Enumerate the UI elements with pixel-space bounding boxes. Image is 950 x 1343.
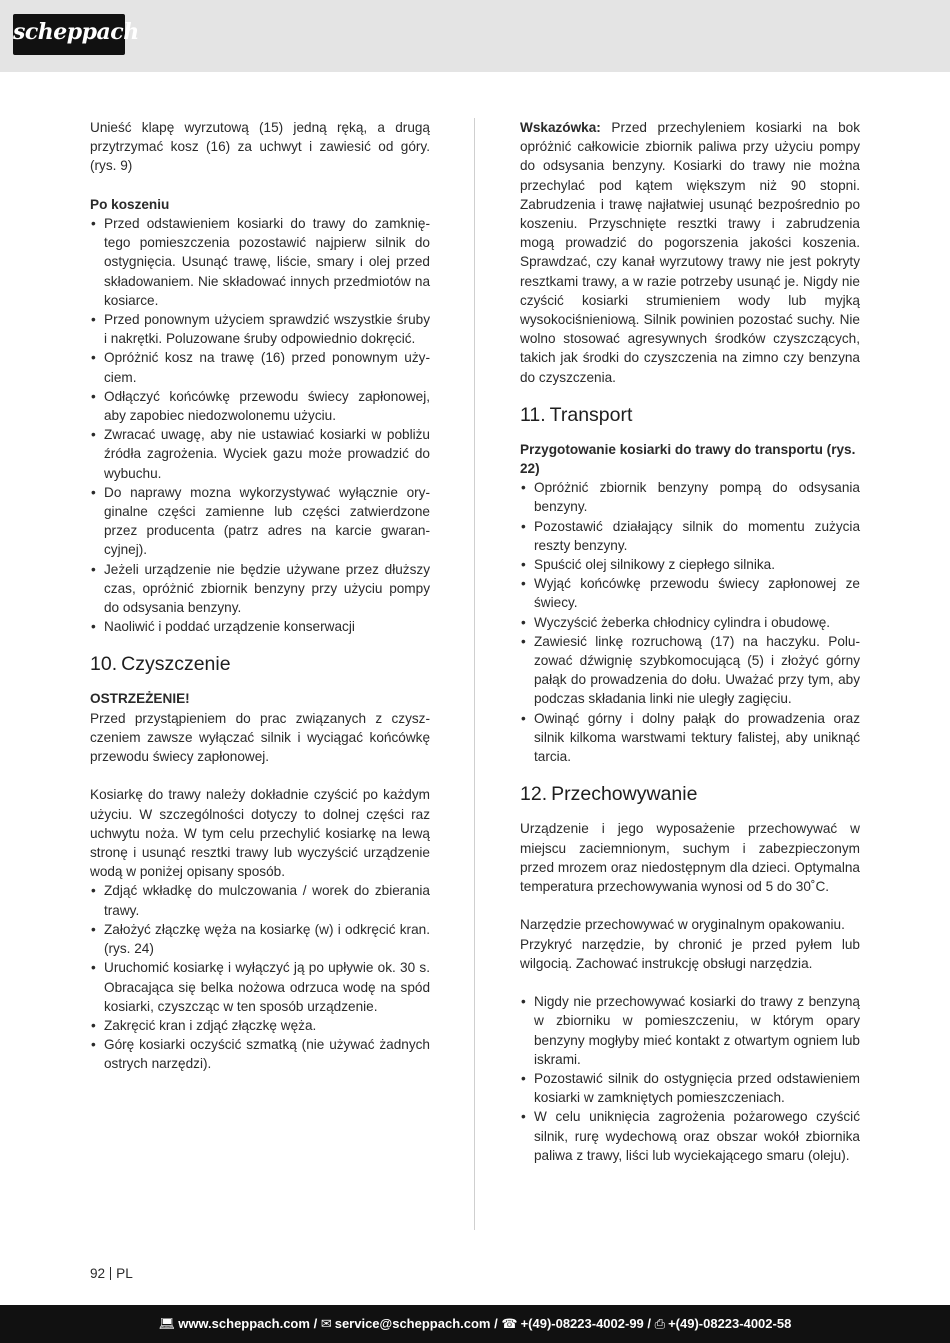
list-item: • Naoliwić i poddać urządzenie konserwacji	[90, 617, 430, 636]
list-item: • Zakręcić kran i zdjąć złączkę węża.	[90, 1016, 430, 1035]
right-column	[520, 118, 860, 1165]
header-bar	[0, 0, 950, 72]
section-title-text: Transport	[549, 403, 633, 426]
list-item: • Zdjąć wkładkę do mulczowania / worek do zbierania trawy.	[90, 881, 430, 919]
list-item: • Pozostawić działający silnik do momentu zużycia reszty benzyny.	[520, 517, 860, 555]
list-item: • Odłączyć końcówkę przewodu świecy zapłonowej, aby zapobiec niedozwolonemu użyciu.	[90, 387, 430, 425]
fax-number: +(49)-08223-4002-58	[668, 1316, 792, 1331]
logo-text: scheppach	[13, 19, 139, 45]
list-item: • W celu uniknięcia zagrożenia pożarowego czyścić silnik, rurę wydechową oraz obszar wokół zbiornika paliwa z trawy, liści lub wyciekającego smaru (oleju).	[520, 1107, 860, 1165]
note-text: Przed przechyleniem kosiarki na bok opróżnić całkowicie zbiornik paliwa przy użyciu pompy do odsysania benzyny. Kosiarki do trawy nie można przechylać pod kątem większym niż 90 stopni. Zabrudzenia i trawę najłatwiej usunąć bezpośrednio po koszeniu. Przyschnięte resztki trawy i zabrudzenia mogą prowadzić do pogorszenia jakości koszenia. Sprawdzać, czy kanał wyrzutowy trawy nie jest pokryty resztkami trawy, a w razie potrzeby usunąć je. Nigdy nie czyścić kosiarki strumieniem wody lub myjką wysokociśnieniową. Silnik powinien pozostać suchy. Nie wolno stosować agresywnych środków czyszczących, takich jak środki do czyszczenia na zimno czy benzyna do czyszczenia.	[520, 120, 860, 385]
warning-label: OSTRZEŻENIE!	[90, 691, 190, 707]
note-label: Wskazówka:	[520, 120, 601, 135]
after-mowing-list	[90, 214, 430, 636]
fax-icon: ⎙	[654, 1316, 666, 1331]
warning-text: Przed przystąpieniem do prac związanych z czyszczeniem zawsze wyłączać silnik i wyciągać końcówkę przewodu świecy zapłonowej.	[90, 710, 430, 765]
after-mowing-heading: Po koszeniu	[90, 196, 170, 212]
section-number: 11.	[520, 403, 546, 426]
phone-icon: ☎︎	[501, 1316, 518, 1331]
transport-list	[520, 478, 860, 766]
page-separator	[110, 1267, 111, 1280]
section-12-title	[520, 782, 860, 806]
list-item: • Górę kosiarki oczyścić szmatką (nie używać żadnych ostrych narzędzi).	[90, 1035, 430, 1073]
footer-bar	[0, 1305, 950, 1343]
footer-contact	[0, 1315, 950, 1333]
intro-paragraph: Unieść klapę wyrzutową (15) jedną ręką, a drugą przytrzymać kosz (16) za uchwyt i zawiesić od góry. (rys. 9)	[90, 120, 430, 174]
footer-separator: /	[494, 1316, 498, 1331]
cleaning-list	[90, 881, 430, 1073]
left-column	[90, 118, 430, 1074]
list-item: • Jeżeli urządzenie nie będzie używane przez dłuższy czas, opróżnić zbiornik benzyny przy użyciu pompy do odsysania benzyny.	[90, 560, 430, 618]
list-item: • Owinąć górny i dolny pałąk do prowadzenia oraz silnik kilkoma warstwami tektury falistej, aby uniknąć tarcia.	[520, 709, 860, 767]
footer-separator: /	[647, 1316, 652, 1331]
list-item: • Zawiesić linkę rozruchową (17) na haczyku. Poluzować dźwignię szybkomocującą (5) i złożyć górny pałąk do prowadzenia do dołu. Uważać przy tym, aby podczas składania linki nie uległy zagięciu.	[520, 632, 860, 709]
note-paragraph	[520, 118, 860, 387]
column-divider	[474, 118, 475, 1230]
list-item: • Zwracać uwagę, aby nie ustawiać kosiarki w pobliżu źródła zagrożenia. Wyciek gazu może prowadzić do wybuchu.	[90, 425, 430, 483]
storage-paragraph-2: Narzędzie przechowywać w oryginalnym opakowaniu.	[520, 917, 845, 933]
page-number	[90, 1264, 133, 1283]
transport-subheading: Przygotowanie kosiarki do trawy do transportu (rys. 22)	[520, 441, 856, 477]
section-title-text: Czyszczenie	[121, 653, 231, 676]
section-11-title	[520, 403, 860, 427]
footer-separator: /	[313, 1316, 318, 1331]
section-title-text: Przechowywanie	[551, 783, 698, 806]
section-number: 10.	[90, 653, 118, 676]
list-item: • Uruchomić kosiarkę i wyłączyć ją po upływie ok. 30 s. Obracająca się belka nożowa odrzuca wodę na spód kosiarki, czyszcząc w ten sposób urządzenie.	[90, 958, 430, 1016]
list-item: • Spuścić olej silnikowy z ciepłego silnika.	[520, 555, 860, 574]
list-item: • Założyć złączkę węża na kosiarkę (w) i odkręcić kran. (rys. 24)	[90, 920, 430, 958]
mail-icon: ✉︎	[320, 1316, 332, 1331]
page-number-value: 92	[90, 1266, 106, 1281]
list-item: • Opróżnić kosz na trawę (16) przed ponownym użyciem.	[90, 348, 430, 386]
section-10-title	[90, 652, 430, 676]
storage-list	[520, 992, 860, 1165]
phone-number: +(49)-08223-4002-99	[520, 1316, 644, 1331]
cleaning-paragraph: Kosiarkę do trawy należy dokładnie czyścić po każdym użyciu. W szczególności dotyczy to dolnej części raz uchwytu noża. W tym celu przechylić kosiarkę na lewą stronę i usunąć resztki trawy lub wyczyścić urządzenie wodą w poniżej opisany sposób.	[90, 787, 430, 880]
page-language: PL	[116, 1266, 133, 1281]
list-item: • Opróżnić zbiornik benzyny pompą do odsysania benzyny.	[520, 478, 860, 516]
list-item: • Pozostawić silnik do ostygnięcia przed odstawieniem kosiarki w zamkniętych pomieszczeniach.	[520, 1069, 860, 1107]
email-link[interactable]: service@scheppach.com	[334, 1316, 491, 1331]
list-item: • Wyjąć końcówkę przewodu świecy zapłonowej ze świecy.	[520, 574, 860, 612]
website-link[interactable]: www.scheppach.com	[178, 1316, 310, 1331]
list-item: • Nigdy nie przechowywać kosiarki do trawy z benzyną w zbiorniku w pomieszczeniu, w którym opary benzyny mogłyby mieć kontakt z otwartym ogniem lub iskrami.	[520, 992, 860, 1069]
list-item: • Do naprawy mozna wykorzystywać wyłącznie oryginalne części zamienne lub części zatwierdzone przez producenta (patrz adres na karcie gwarancyjnej).	[90, 483, 430, 560]
scheppach-logo	[13, 14, 139, 55]
list-item: • Wyczyścić żeberka chłodnicy cylindra i obudowę.	[520, 613, 860, 632]
list-item: • Przed ponownym użyciem sprawdzić wszystkie śruby i nakrętki. Poluzowane śruby odpowiednio dokręcić.	[90, 310, 430, 348]
list-item: • Przed odstawieniem kosiarki do trawy do zamkniętego pomieszczenia pozostawić najpierw silnik do ostygnięcia. Usunąć trawę, liście, smary i olej przed składowaniem. Nie składować innych przedmiotów na kosiarce.	[90, 214, 430, 310]
computer-icon: 💻︎	[158, 1316, 176, 1331]
storage-paragraph-1: Urządzenie i jego wyposażenie przechowywać w miejscu zaciemnionym, suchym i zabezpieczonym przed mrozem oraz niedostępnym dla dzieci. Optymalna temperatura przechowywania wynosi od 5 do 30˚C.	[520, 821, 860, 894]
storage-paragraph-3: Przykryć narzędzie, by chronić je przed pyłem lub wilgocią. Zachować instrukcję obsługi narzędzia.	[520, 936, 860, 971]
section-number: 12.	[520, 783, 548, 806]
